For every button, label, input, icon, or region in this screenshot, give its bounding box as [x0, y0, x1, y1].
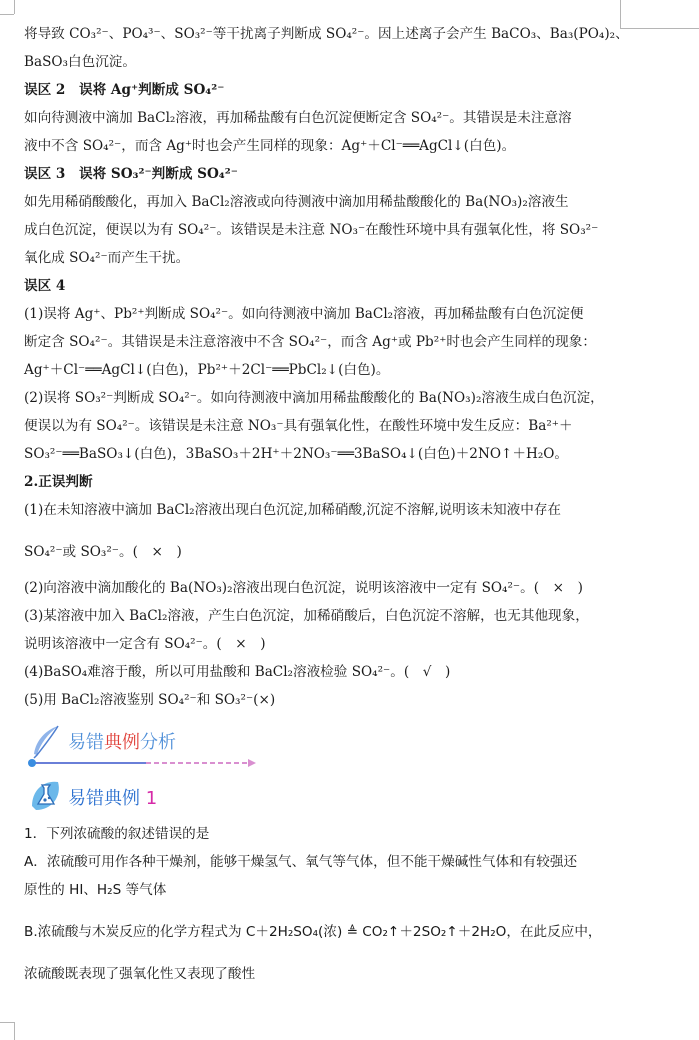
crop-mark: [14, 1022, 15, 1040]
section-header: [24, 720, 630, 770]
text-line: 便误以为有 SO₄²⁻。该错误是未注意 NO₃⁻具有强氧化性，在酸性环境中发生反应：Ba²⁺＋: [24, 418, 573, 434]
decorative-arrow: [26, 758, 256, 768]
question-option: B.浓硫酸与木炭反应的化学方程式为 C＋2H₂SO₄(浓) ≜ CO₂↑＋2SO₂↑＋2H₂O，在此反应中，: [24, 924, 602, 940]
text-line: (2)误将 SO₃²⁻判断成 SO₄²⁻。如向待测液中滴加用稀盐酸酸化的 Ba(NO₃)₂溶液生成白色沉淀，: [24, 390, 604, 406]
example-header: [24, 774, 630, 820]
question-option: A．浓硫酸可用作各种干燥剂，能够干燥氢气、氧气等气体，但不能干燥碱性气体和有较强还: [24, 854, 578, 870]
text-line: SO₄²⁻或 SO₃²⁻。( × ): [24, 544, 182, 560]
section-title: 易错典例分析: [68, 732, 176, 753]
flask-icon: [26, 776, 64, 814]
document-page: [24, 20, 630, 988]
crop-mark: [620, 28, 699, 29]
text-line: (3)某溶液中加入 BaCl₂溶液，产生白色沉淀，加稀硝酸后，白色沉淀不溶解，也无其他现象，: [24, 608, 589, 624]
question-option: 浓硫酸既表现了强氧化性又表现了酸性: [24, 966, 256, 982]
subheading: 误区 4: [24, 278, 66, 294]
feather-pen-icon: [28, 724, 62, 760]
text-line: 成白色沉淀，便误以为有 SO₄²⁻。该错误是未注意 NO₃⁻在酸性环境中具有强氧化性，将 SO₃²⁻: [24, 222, 599, 238]
text-line: 断定含 SO₄²⁻。其错误是未注意溶液中不含 SO₄²⁻，而含 Ag⁺或 Pb²⁺时也会产生同样的现象：: [24, 334, 596, 350]
text-line: 如先用稀硝酸酸化，再加入 BaCl₂溶液或向待测液中滴加用稀盐酸酸化的 Ba(NO₃)₂溶液生: [24, 194, 569, 210]
text-line: 将导致 CO₃²⁻、PO₄³⁻、SO₃²⁻等干扰离子判断成 SO₄²⁻。因上述离子会产生 BaCO₃、Ba₃(PO₄)₂、: [24, 26, 629, 42]
subheading: 2.正误判断: [24, 474, 93, 490]
crop-mark: [0, 1022, 14, 1023]
subheading: 误区 3 误将 SO₃²⁻判断成 SO₄²⁻: [24, 166, 238, 182]
subheading: 误区 2 误将 Ag⁺判断成 SO₄²⁻: [24, 82, 225, 98]
text-line: (1)在未知溶液中滴加 BaCl₂溶液出现白色沉淀,加稀硝酸,沉淀不溶解,说明该未知液中存在: [24, 502, 562, 518]
text-line: 氧化成 SO₄²⁻而产生干扰。: [24, 250, 190, 266]
text-line: (5)用 BaCl₂溶液鉴别 SO₄²⁻和 SO₃²⁻(×): [24, 692, 276, 708]
text-line: 液中不含 SO₄²⁻，而含 Ag⁺时也会产生同样的现象：Ag⁺＋Cl⁻══AgCl↓(白色)。: [24, 138, 516, 154]
example-title: 易错典例 1: [68, 788, 158, 809]
question-option: 原性的 HI、H₂S 等气体: [24, 882, 167, 898]
question-stem: 1．下列浓硫酸的叙述错误的是: [24, 826, 210, 842]
text-line: SO₃²⁻══BaSO₃↓(白色)，3BaSO₃＋2H⁺＋2NO₃⁻══3BaSO₄↓(白色)＋2NO↑＋H₂O。: [24, 446, 569, 462]
text-line: (2)向溶液中滴加酸化的 Ba(NO₃)₂溶液出现白色沉淀，说明该溶液中一定有 SO₄²⁻。( × ): [24, 580, 583, 596]
text-line: BaSO₃白色沉淀。: [24, 54, 136, 70]
text-line: 说明该溶液中一定含有 SO₄²⁻。( × ): [24, 636, 266, 652]
crop-mark: [0, 14, 14, 15]
text-line: (1)误将 Ag⁺、Pb²⁺判断成 SO₄²⁻。如向待测液中滴加 BaCl₂溶液，再加稀盐酸有白色沉淀便: [24, 306, 584, 322]
text-line: 如向待测液中滴加 BaCl₂溶液，再加稀盐酸有白色沉淀便断定含 SO₄²⁻。其错误是未注意溶: [24, 110, 572, 126]
crop-mark: [14, 0, 15, 14]
text-line: Ag⁺＋Cl⁻══AgCl↓(白色)，Pb²⁺＋2Cl⁻══PbCl₂↓(白色)。: [24, 362, 390, 378]
text-line: (4)BaSO₄难溶于酸，所以可用盐酸和 BaCl₂溶液检验 SO₄²⁻。( √ ): [24, 664, 451, 680]
